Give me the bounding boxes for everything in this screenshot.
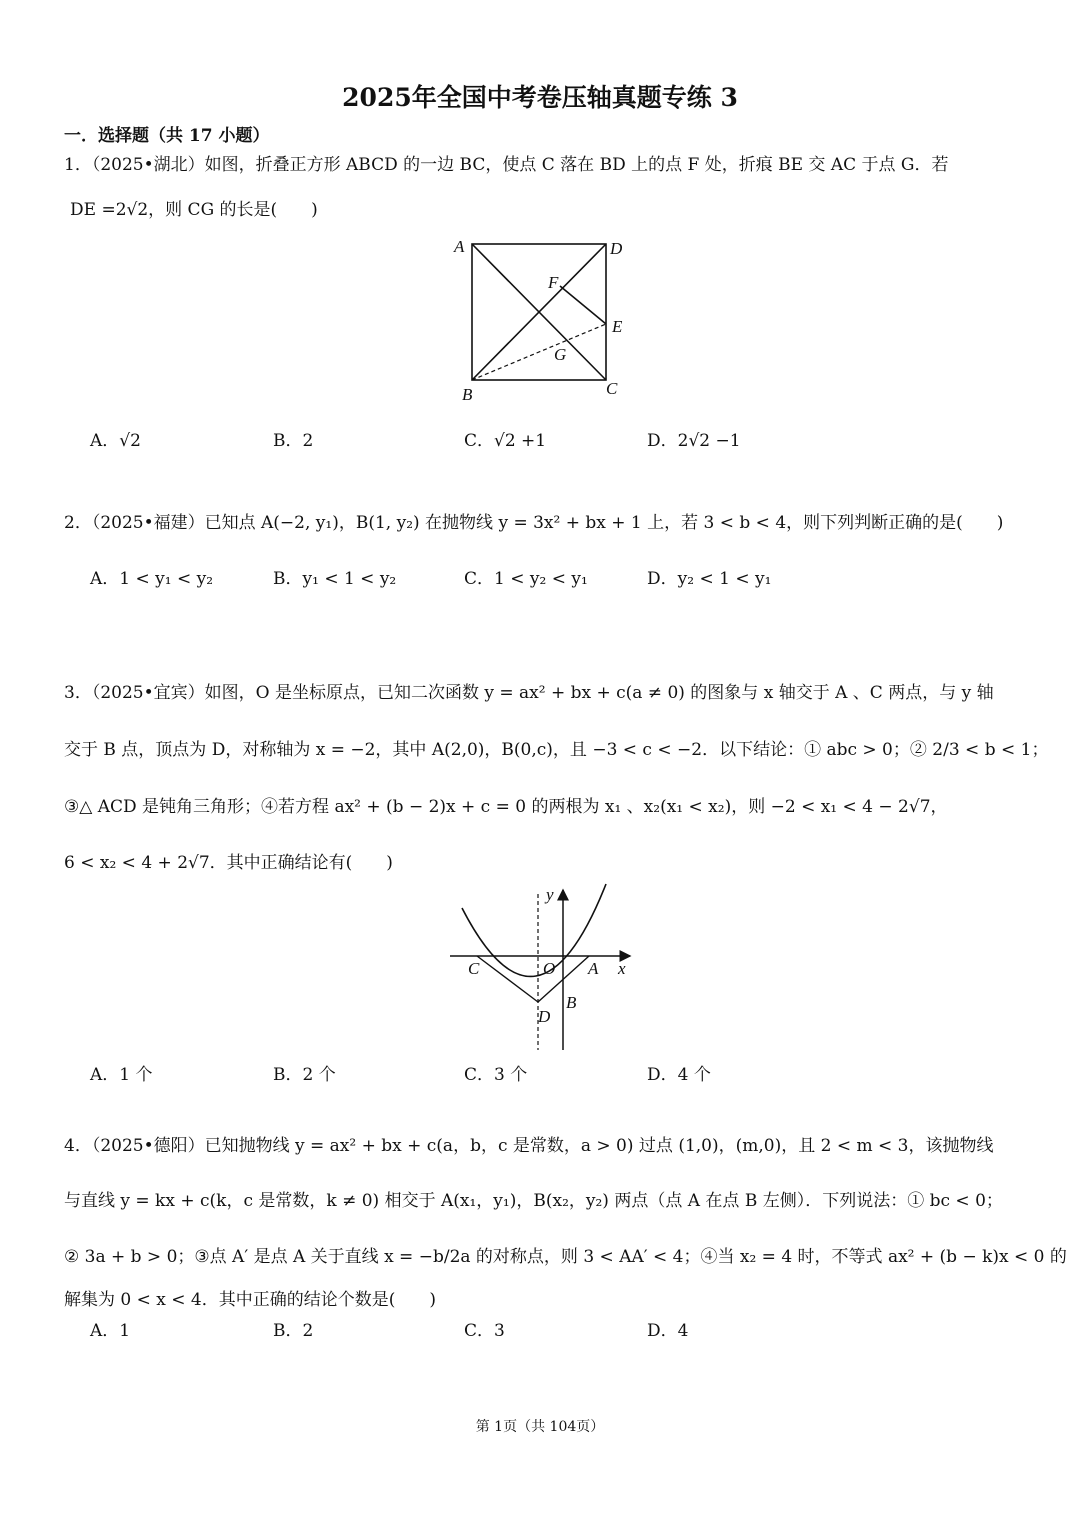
q3-stem-line3: ③△ ACD 是钝角三角形；④若方程 ax² + (b − 2)x + c = 0 的两根为 x₁ 、x₂(x₁ < x₂)，则 −2 < x₁ < 4 − 2√7， bbox=[64, 797, 948, 817]
section-heading: 一．选择题（共 17 小题） bbox=[64, 126, 270, 146]
q1-stem-line2: DE =2√2，则 CG 的长是( ) bbox=[70, 200, 318, 220]
q1-label-a: A bbox=[454, 237, 465, 256]
q2-option-c[interactable]: C．1 < y₂ < y₁ bbox=[464, 569, 588, 589]
q3-stem-line2: 交于 B 点，顶点为 D，对称轴为 x = −2，其中 A(2,0)，B(0,c)，且 −3 < c < −2．以下结论：① abc > 0；② 2/3 < b < 1； bbox=[64, 740, 1049, 760]
q3-label-b: B bbox=[566, 993, 577, 1012]
q4-option-a[interactable]: A．1 bbox=[90, 1321, 131, 1341]
q1-option-d[interactable]: D．2√2 −1 bbox=[647, 431, 741, 451]
q4-stem-line2: 与直线 y = kx + c(k，c 是常数，k ≠ 0) 相交于 A(x₁，y₁)，B(x₂，y₂) 两点（点 A 在点 B 左侧）．下列说法：① bc < 0； bbox=[64, 1191, 1003, 1211]
q4-option-c[interactable]: C．3 bbox=[464, 1321, 505, 1341]
q4-option-b[interactable]: B．2 bbox=[273, 1321, 314, 1341]
q3-stem-line1: 3．（2025•宜宾）如图，O 是坐标原点，已知二次函数 y = ax² + bx + c(a ≠ 0) 的图象与 x 轴交于 A 、C 两点，与 y 轴 bbox=[64, 683, 994, 703]
q1-stem-line1: 1．（2025•湖北）如图，折叠正方形 ABCD 的一边 BC，使点 C 落在 BD 上的点 F 处，折痕 BE 交 AC 于点 G．若 bbox=[64, 155, 949, 175]
q3-label-c: C bbox=[468, 959, 480, 978]
q3-label-o: O bbox=[543, 959, 556, 978]
q1-label-d: D bbox=[610, 239, 623, 258]
q1-label-c: C bbox=[606, 379, 618, 398]
q1-option-a[interactable]: A．√2 bbox=[90, 431, 141, 451]
page-footer: 第 1页（共 104页） bbox=[475, 1419, 605, 1435]
q3-option-c[interactable]: C．3 个 bbox=[464, 1065, 528, 1085]
q3-label-y: y bbox=[546, 885, 554, 904]
q2-stem-line1: 2．（2025•福建）已知点 A(−2, y₁)，B(1, y₂) 在抛物线 y = 3x² + bx + 1 上，若 3 < b < 4，则下列判断正确的是( ) bbox=[64, 513, 1004, 533]
q2-option-d[interactable]: D．y₂ < 1 < y₁ bbox=[647, 569, 772, 589]
q4-stem-line1: 4．（2025•德阳）已知抛物线 y = ax² + bx + c(a，b，c 是常数，a > 0) 过点 (1,0)，(m,0)，且 2 < m < 3，该抛物线 bbox=[64, 1136, 994, 1156]
q1-label-f: F bbox=[548, 273, 559, 292]
q2-option-a[interactable]: A．1 < y₁ < y₂ bbox=[90, 569, 214, 589]
q3-parabola-figure bbox=[446, 880, 646, 1058]
q3-label-a: A bbox=[588, 959, 599, 978]
q1-label-e: E bbox=[612, 317, 623, 336]
q3-option-b[interactable]: B．2 个 bbox=[273, 1065, 336, 1085]
q1-option-b[interactable]: B．2 bbox=[273, 431, 314, 451]
page-title: 2025年全国中考卷压轴真题专练 3 bbox=[342, 83, 738, 112]
q3-label-x: x bbox=[618, 959, 626, 978]
q3-stem-line4: 6 < x₂ < 4 + 2√7．其中正确结论有( ) bbox=[64, 853, 393, 873]
q1-label-g: G bbox=[554, 345, 567, 364]
q3-option-a[interactable]: A．1 个 bbox=[90, 1065, 153, 1085]
q1-square-figure bbox=[440, 230, 640, 410]
q3-option-d[interactable]: D．4 个 bbox=[647, 1065, 711, 1085]
q1-label-b: B bbox=[462, 385, 473, 404]
q4-stem-line4: 解集为 0 < x < 4．其中正确的结论个数是( ) bbox=[64, 1290, 436, 1310]
q1-option-c[interactable]: C．√2 +1 bbox=[464, 431, 547, 451]
q2-option-b[interactable]: B．y₁ < 1 < y₂ bbox=[273, 569, 397, 589]
q3-label-d: D bbox=[538, 1007, 551, 1026]
q4-stem-line3: ② 3a + b > 0；③点 A′ 是点 A 关于直线 x = −b/2a 的对称点，则 3 < AA′ < 4；④当 x₂ = 4 时，不等式 ax² + (b − k)x < 0 的 bbox=[64, 1247, 1067, 1267]
q4-option-d[interactable]: D．4 bbox=[647, 1321, 689, 1341]
